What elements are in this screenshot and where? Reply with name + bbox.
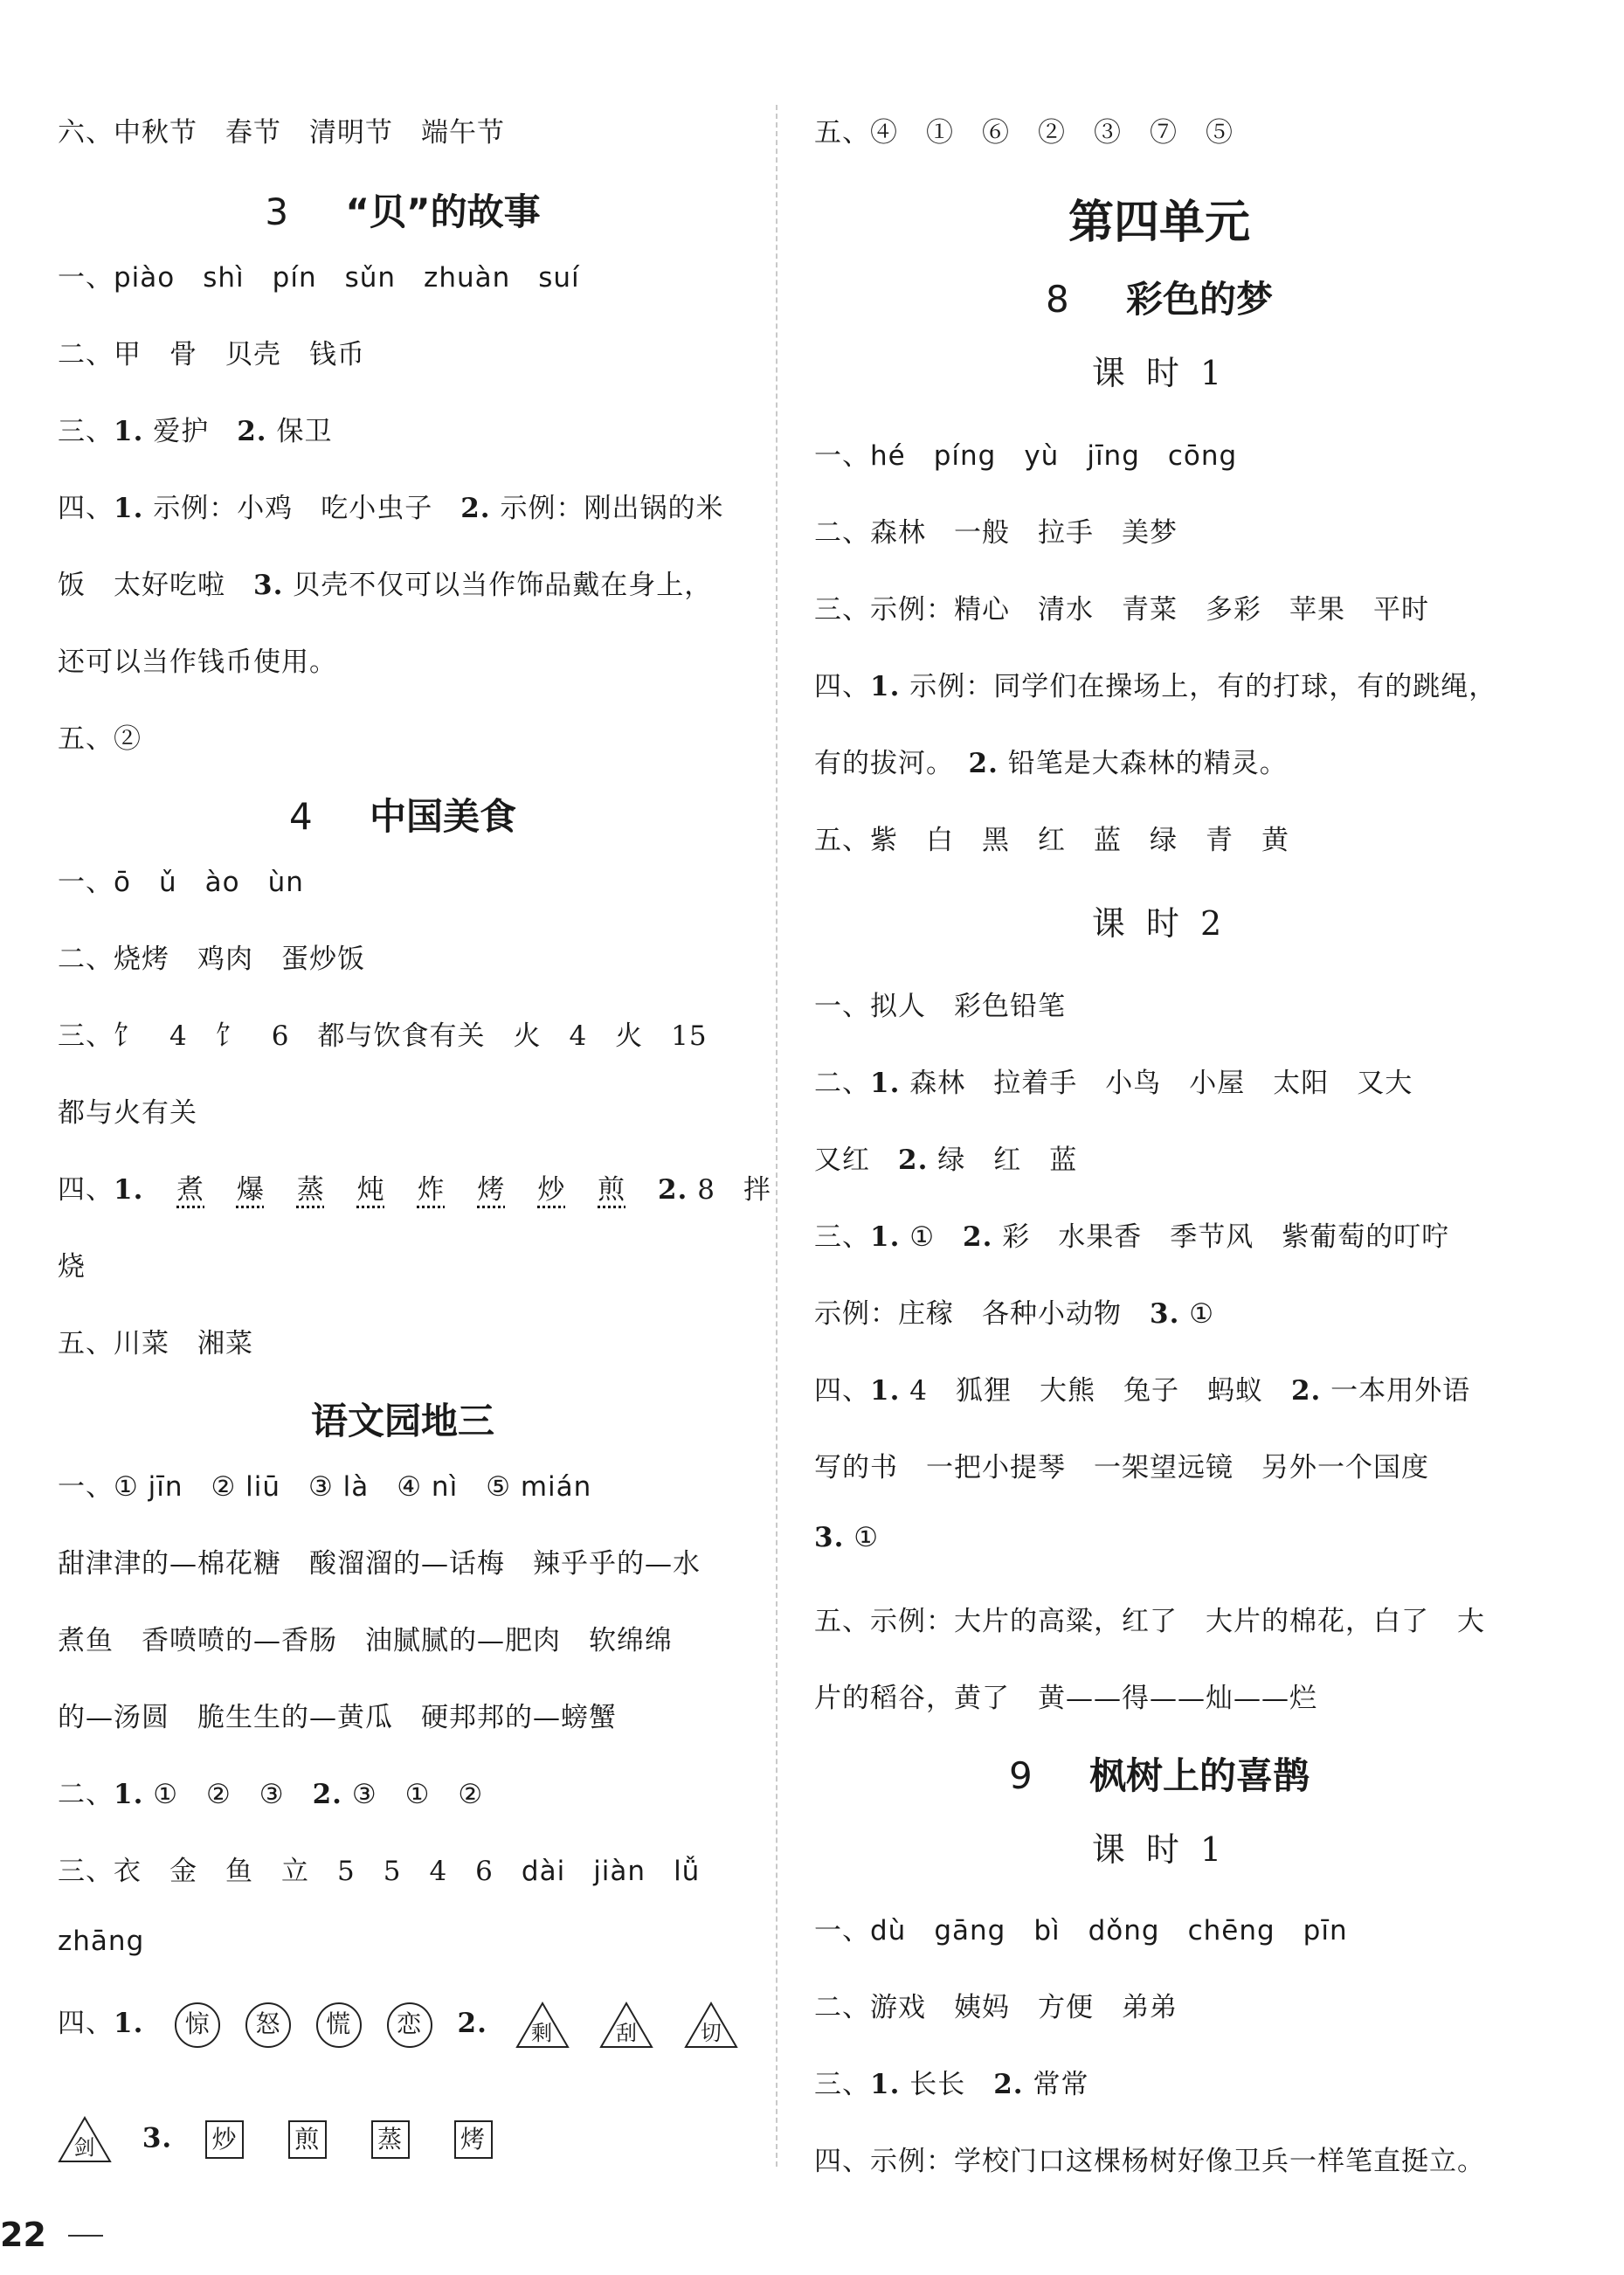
answer-line: 片的稻谷，黄了 黄——得——灿——烂 (814, 1683, 1317, 1714)
answer-line: 四、示例：学校门口这棵杨树好像卫兵一样笔直挺立。 (814, 2146, 1485, 2177)
answer-line: 三、衣 金 鱼 立 5 5 4 6 dài jiàn lǚ (58, 1856, 701, 1887)
lesson-number: 9 (1009, 1754, 1033, 1797)
boxed-character: 煎 (288, 2120, 327, 2159)
lesson-heading (58, 183, 748, 236)
page-number: 22 (0, 2216, 46, 2254)
lesson-number: 8 (1046, 278, 1069, 321)
answer-line: 五、紫 白 黑 红 蓝 绿 青 黄 (814, 825, 1289, 856)
answer-line: 有的拔河。 2. 铅笔是大森林的精灵。 (814, 748, 1288, 779)
answer-line: 六、中秋节 春节 清明节 端午节 (58, 117, 505, 149)
answer-line: 一、piào shì pín sǔn zhuàn suí (58, 262, 580, 294)
answer-line: 二、1. ① ② ③ 2. ③ ① ② (58, 1779, 484, 1810)
circled-character: 怒 (245, 2002, 291, 2048)
answer-line: zhāng (58, 1926, 145, 1957)
lesson-period: 课 时 1 (1091, 354, 1227, 392)
answer-line: 四、1. 示例：小鸡 吃小虫子 2. 示例：刚出锅的米 (58, 493, 724, 524)
answer-line: 二、游戏 姨妈 方便 弟弟 (814, 1992, 1178, 2023)
answer-line: 四、1. 示例：同学们在操场上，有的打球，有的跳绳， (814, 671, 1497, 702)
answer-line: 一、dù gāng bì dǒng chēng pīn (814, 1915, 1348, 1947)
answer-line: 一、① jīn ② liū ③ là ④ nì ⑤ mián (58, 1471, 592, 1503)
answer-line: 还可以当作钱币使用。 (58, 647, 337, 678)
answer-line: 五、④ ① ⑥ ② ③ ⑦ ⑤ (814, 117, 1234, 149)
triangle-character: 剩 (515, 2002, 570, 2049)
answer-line: 3. ① (814, 1522, 880, 1553)
boxed-character: 炒 (205, 2120, 244, 2159)
answer-line: 三、1. ① 2. 彩 水果香 季节风 紫葡萄的叮咛 (814, 1221, 1450, 1253)
answer-line: 五、川菜 湘菜 (58, 1328, 253, 1359)
answer-line: 烧 (58, 1251, 86, 1283)
lesson-heading (814, 271, 1504, 323)
answer-line: 二、森林 一般 拉手 美梦 (814, 517, 1178, 549)
answer-line: 四、1. 4 狐狸 大熊 兔子 蚂蚁 2. 一本用外语 (814, 1375, 1471, 1407)
answer-line: 二、1. 森林 拉着手 小鸟 小屋 太阳 又大 (814, 1068, 1413, 1099)
section-heading: 语文园地三 (310, 1400, 494, 1442)
answer-line: 甜津津的—棉花糖 酸溜溜的—话梅 辣乎乎的—水 (58, 1548, 701, 1580)
answer-line: 三、1. 爱护 2. 保卫 (58, 416, 333, 447)
lesson-title: 中国美食 (369, 795, 516, 838)
circled-character: 惊 (175, 2002, 220, 2048)
answer-line: 五、示例：大片的高粱，红了 大片的棉花，白了 大 (814, 1606, 1485, 1637)
lesson-period: 课 时 2 (1091, 904, 1227, 943)
footer-rule (68, 2235, 103, 2237)
answer-line: 四、1. 惊 怒 慌 恋 2. 剩 刮 切 (58, 2001, 759, 2049)
answer-line: 都与火有关 (58, 1097, 197, 1129)
lesson-heading (58, 788, 748, 840)
answer-line: 剑 3. 炒 煎 蒸 烤 (58, 2116, 528, 2163)
boxed-character: 蒸 (371, 2120, 410, 2159)
lesson-title: 枫树上的喜鹊 (1088, 1754, 1310, 1797)
answer-line: 三、1. 长长 2. 常常 (814, 2069, 1089, 2100)
answer-line: 示例：庄稼 各种小动物 3. ① (814, 1298, 1215, 1330)
lesson-title: 彩色的梦 (1125, 278, 1273, 321)
lesson-number: 4 (289, 795, 313, 838)
answer-line: 五、② (58, 723, 142, 755)
unit-title: 第四单元 (1068, 197, 1250, 249)
lesson-period: 课 时 1 (1091, 1830, 1227, 1869)
answer-line: 二、甲 骨 贝壳 钱币 (58, 339, 365, 370)
answer-line: 的—汤圆 脆生生的—黄瓜 硬邦邦的—螃蟹 (58, 1702, 617, 1733)
answer-line: 一、ō ǔ ào ùn (58, 867, 304, 898)
circled-character: 恋 (387, 2002, 432, 2048)
answer-line: 二、烧烤 鸡肉 蛋炒饭 (58, 944, 365, 975)
lesson-number: 3 (265, 190, 289, 233)
column-divider (776, 105, 777, 2167)
answer-line: 四、1. 煮 爆 蒸 炖 炸 烤 炒 煎 2. 8 拌 (58, 1174, 771, 1206)
answer-line: 一、拟人 彩色铅笔 (814, 991, 1066, 1022)
triangle-character: 切 (684, 2002, 738, 2049)
answer-line: 三、示例：精心 清水 青菜 多彩 苹果 平时 (814, 594, 1429, 626)
boxed-character: 烤 (454, 2120, 493, 2159)
answer-line: 煮鱼 香喷喷的—香肠 油腻腻的—肥肉 软绵绵 (58, 1625, 673, 1656)
answer-line: 写的书 一把小提琴 一架望远镜 另外一个国度 (814, 1452, 1429, 1483)
triangle-character: 刮 (599, 2002, 653, 2049)
answer-line: 又红 2. 绿 红 蓝 (814, 1144, 1078, 1176)
answer-line: 三、饣 4 饣 6 都与饮食有关 火 4 火 15 (58, 1020, 708, 1052)
lesson-heading (814, 1747, 1504, 1800)
answer-line: 饭 太好吃啦 3. 贝壳不仅可以当作饰品戴在身上， (58, 570, 713, 601)
circled-character: 慌 (316, 2002, 362, 2048)
triangle-character: 剑 (58, 2116, 112, 2163)
lesson-title: “贝”的故事 (345, 190, 541, 233)
answer-line: 一、hé píng yù jīng cōng (814, 440, 1238, 472)
